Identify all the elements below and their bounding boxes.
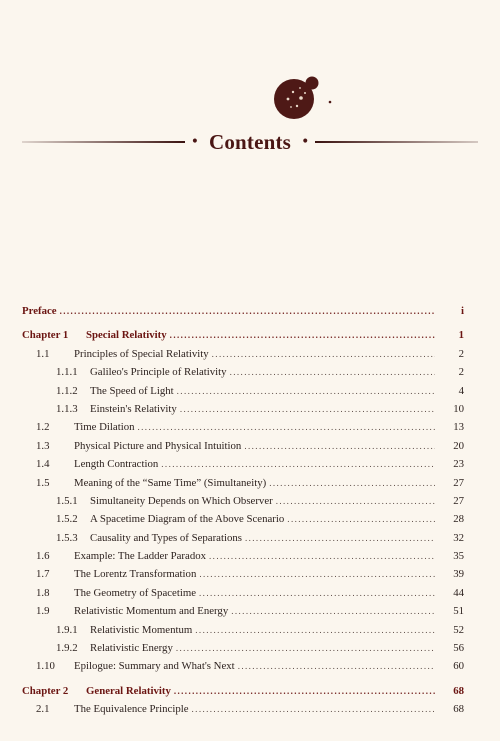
- header-rule-right: [315, 141, 478, 143]
- toc-entry-page: 35: [453, 550, 464, 563]
- toc-entry-page: 39: [453, 568, 464, 581]
- dot-leader: [176, 643, 435, 653]
- toc-entry-number: 2.1: [36, 703, 50, 716]
- toc-entry-title: Principles of Special Relativity: [74, 347, 209, 360]
- toc-entry-page: i: [461, 305, 464, 317]
- toc-entry[interactable]: [22, 421, 464, 439]
- dot-leader: [180, 404, 435, 414]
- dot-leader: [238, 661, 435, 671]
- toc-entry-title: Example: The Ladder Paradox: [74, 550, 207, 563]
- toc-entry-page: 2: [458, 347, 464, 360]
- toc-entry-title: Epilogue: Summary and What's Next: [74, 660, 235, 673]
- toc-entry-page: 10: [453, 402, 464, 415]
- toc-entry[interactable]: [22, 513, 464, 531]
- dot-leader: [170, 330, 435, 340]
- toc-entry-page: 51: [453, 605, 464, 618]
- toc-entry-page: 28: [453, 513, 464, 526]
- toc-entry[interactable]: [22, 642, 464, 660]
- dot-leader: [209, 551, 435, 561]
- dot-leader: [60, 306, 435, 316]
- header-rule-left: [22, 141, 185, 143]
- toc-entry-title: The Lorentz Transformation: [74, 568, 197, 581]
- toc-entry-number: 1.9.2: [56, 642, 78, 655]
- toc-entry-page: 27: [453, 476, 464, 489]
- toc-entry-page: 56: [453, 642, 464, 655]
- toc-entry-page: 2: [458, 366, 464, 379]
- toc-entry-number: 1.5.2: [56, 513, 78, 526]
- toc-entry[interactable]: [22, 685, 464, 703]
- toc-entry-number: 1.1.1: [56, 366, 78, 379]
- toc-entry[interactable]: [22, 550, 464, 568]
- toc-entry-title: The Speed of Light: [90, 384, 174, 397]
- dot-leader: [276, 496, 435, 506]
- dot-leader: [195, 625, 435, 635]
- toc-entry[interactable]: [22, 605, 464, 623]
- toc-entry[interactable]: [22, 703, 464, 721]
- toc-entry-page: 27: [453, 494, 464, 507]
- dot-leader: [177, 386, 435, 396]
- toc-entry-title: Galileo's Principle of Relativity: [90, 366, 227, 379]
- toc-entry[interactable]: [22, 587, 464, 605]
- toc-entry-title: Relativistic Energy: [90, 642, 173, 655]
- dot-leader: [161, 459, 435, 469]
- toc-entry-title: Time Dilation: [74, 421, 135, 434]
- toc-entry[interactable]: [22, 440, 464, 458]
- toc-entry-page: 32: [453, 531, 464, 544]
- toc-entry-title: Meaning of the “Same Time” (Simultaneity): [74, 476, 267, 489]
- toc-entry-title: Simultaneity Depends on Which Observer: [90, 494, 273, 507]
- toc-entry-number: 1.9: [36, 605, 50, 618]
- toc-entry-page: 1: [458, 329, 464, 342]
- toc-entry-page: 60: [453, 660, 464, 673]
- dot-leader: [245, 533, 435, 543]
- toc-entry-title: Length Contraction: [74, 458, 159, 471]
- toc-entry-page: 13: [453, 421, 464, 434]
- toc-entry-number: 1.5.3: [56, 531, 78, 544]
- toc-entry-page: 44: [453, 586, 464, 599]
- contents-header: [22, 128, 478, 156]
- toc-entry[interactable]: [22, 495, 464, 513]
- toc-entry-title: Special Relativity: [86, 329, 167, 342]
- toc-entry-number: Chapter 2: [22, 684, 69, 697]
- toc-entry-number: 1.10: [36, 660, 55, 673]
- dot-leader: [199, 588, 435, 598]
- dot-leader: [269, 478, 435, 488]
- dot-leader: [230, 367, 435, 377]
- toc-entry[interactable]: [22, 305, 464, 323]
- dot-leader: [174, 686, 435, 696]
- toc-entry-page: 23: [453, 458, 464, 471]
- dot-leader: [244, 441, 435, 451]
- toc-entry[interactable]: [22, 568, 464, 586]
- table-of-contents: [22, 305, 464, 722]
- toc-entry[interactable]: [22, 477, 464, 495]
- toc-entry-number: Chapter 1: [22, 329, 69, 342]
- toc-entry-title: General Relativity: [86, 684, 171, 697]
- toc-entry-title: A Spacetime Diagram of the Above Scenario: [90, 513, 285, 526]
- toc-entry-number: 1.7: [36, 568, 50, 581]
- header-dot-icon: •: [190, 134, 199, 150]
- toc-entry-title: Preface: [22, 305, 57, 317]
- toc-entry[interactable]: [22, 624, 464, 642]
- toc-entry-page: 52: [453, 623, 464, 636]
- toc-entry-number: 1.1.2: [56, 384, 78, 397]
- toc-entry-page: 20: [453, 439, 464, 452]
- toc-entry[interactable]: [22, 458, 464, 476]
- toc-entry-title: Relativistic Momentum and Energy: [74, 605, 229, 618]
- toc-entry-title: The Equivalence Principle: [74, 703, 189, 716]
- toc-entry-number: 1.1: [36, 347, 50, 360]
- header-dot-icon: •: [301, 134, 310, 150]
- toc-entry[interactable]: [22, 366, 464, 384]
- dot-leader: [192, 704, 435, 714]
- toc-entry-number: 1.8: [36, 586, 50, 599]
- toc-entry-number: 1.4: [36, 458, 50, 471]
- toc-entry-title: Relativistic Momentum: [90, 623, 193, 636]
- toc-entry[interactable]: [22, 403, 464, 421]
- dot-leader: [212, 349, 435, 359]
- toc-entry[interactable]: [22, 385, 464, 403]
- dot-leader: [231, 606, 435, 616]
- toc-entry-number: 1.9.1: [56, 623, 78, 636]
- toc-entry-title: The Geometry of Spacetime: [74, 586, 197, 599]
- toc-entry-number: 1.5.1: [56, 494, 78, 507]
- dot-leader: [287, 514, 435, 524]
- dot-leader: [199, 569, 435, 579]
- toc-entry-page: 68: [453, 703, 464, 716]
- page-title: Contents: [208, 129, 292, 154]
- toc-entry[interactable]: [22, 329, 464, 347]
- planet-logo-icon: [0, 0, 500, 130]
- toc-entry-title: Physical Picture and Physical Intuition: [74, 439, 242, 452]
- toc-entry-title: Einstein's Relativity: [90, 402, 177, 415]
- dot-leader: [138, 422, 436, 432]
- toc-entry[interactable]: [22, 660, 464, 678]
- toc-entry-number: 1.5: [36, 476, 50, 489]
- toc-entry-page: 4: [458, 384, 464, 397]
- toc-entry-number: 1.2: [36, 421, 50, 434]
- toc-entry[interactable]: [22, 348, 464, 366]
- toc-entry-number: 1.3: [36, 439, 50, 452]
- toc-entry-number: 1.6: [36, 550, 50, 563]
- toc-entry[interactable]: [22, 532, 464, 550]
- toc-entry-page: 68: [453, 684, 464, 697]
- toc-entry-title: Causality and Types of Separations: [90, 531, 242, 544]
- toc-entry-number: 1.1.3: [56, 402, 78, 415]
